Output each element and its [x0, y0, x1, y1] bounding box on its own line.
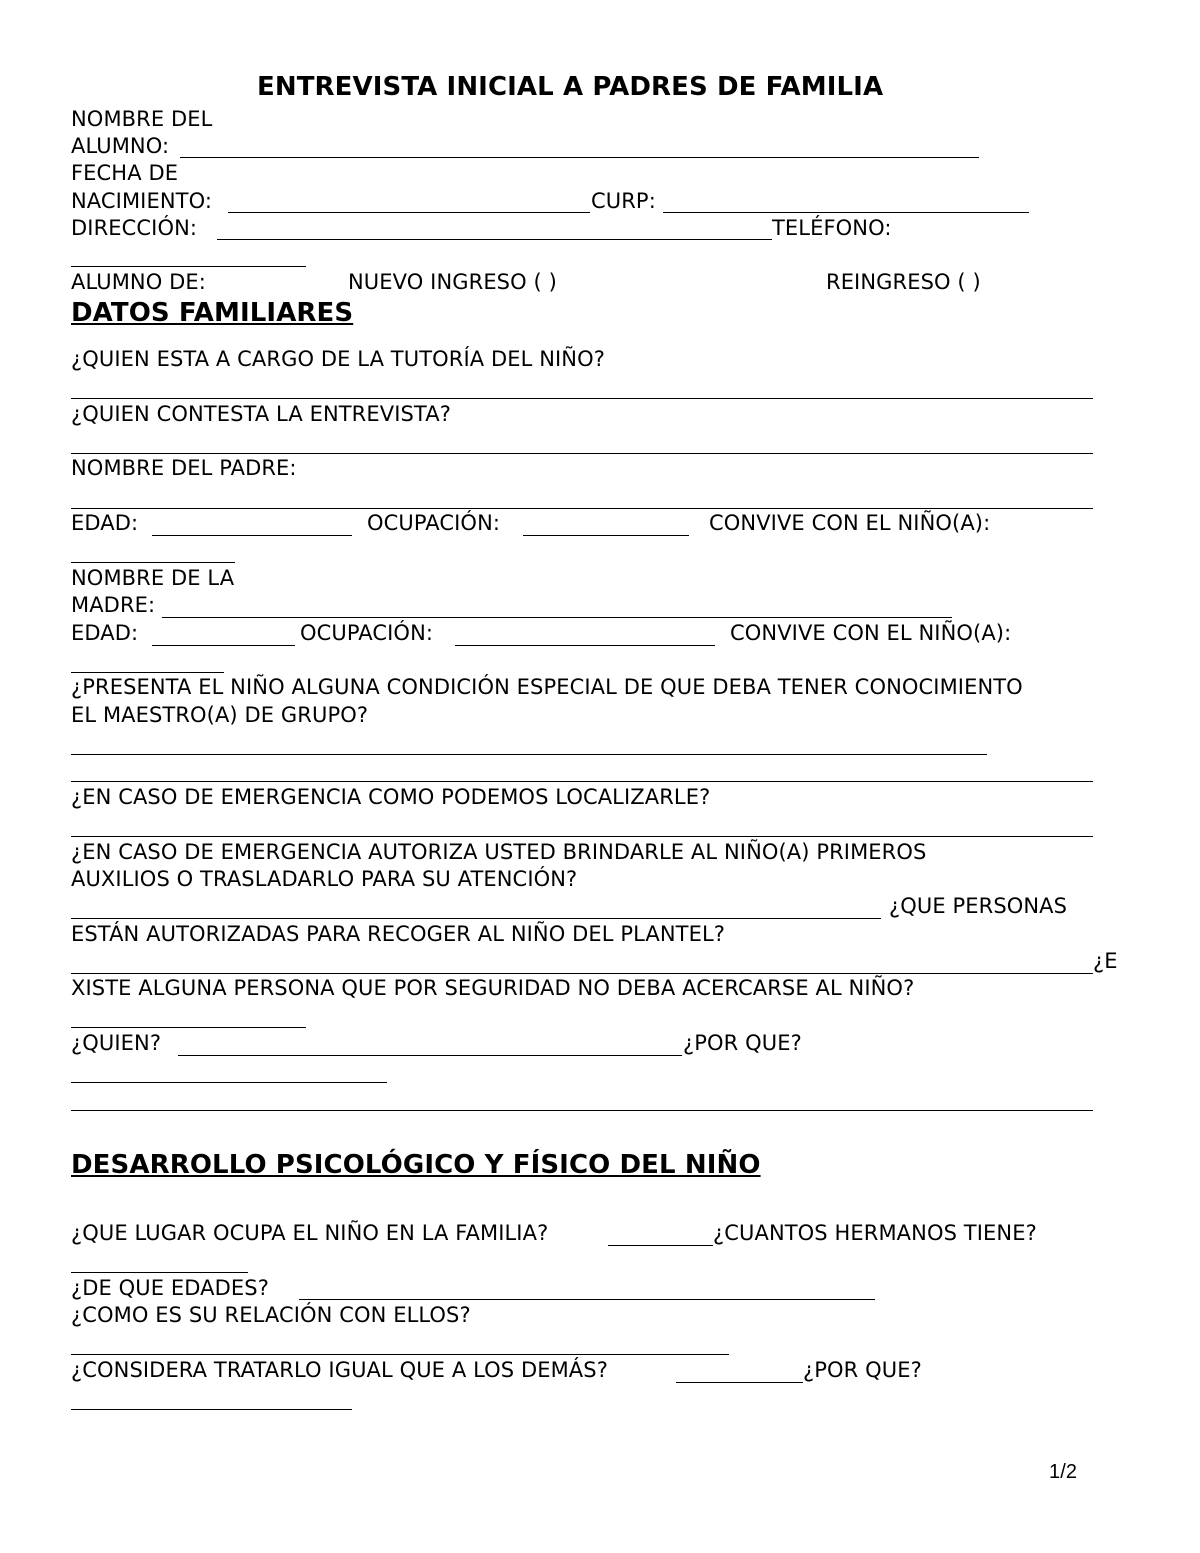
- equal-treatment-question: ¿CONSIDERA TRATARLO IGUAL QUE A LOS DEMÁS?: [71, 1358, 608, 1382]
- special-condition-answer-line2[interactable]: [71, 781, 1093, 782]
- birthdate-field[interactable]: [228, 212, 590, 213]
- father-occupation-label: OCUPACIÓN:: [367, 511, 501, 535]
- who-field[interactable]: [178, 1055, 682, 1056]
- siblings-count-field[interactable]: [71, 1272, 248, 1273]
- mother-name-label-line1: NOMBRE DE LA: [71, 566, 235, 590]
- why-field-line2[interactable]: [71, 1110, 1093, 1111]
- page-number: 1/2: [1049, 1461, 1078, 1483]
- family-position-field[interactable]: [608, 1245, 713, 1246]
- father-name-label: NOMBRE DEL PADRE:: [71, 456, 297, 480]
- address-field[interactable]: [217, 239, 772, 240]
- father-lives-with-field[interactable]: [71, 562, 235, 563]
- father-occupation-field[interactable]: [523, 535, 689, 536]
- curp-field[interactable]: [663, 212, 1029, 213]
- student-name-label-line2: ALUMNO:: [71, 134, 170, 158]
- student-name-field[interactable]: [180, 157, 979, 158]
- special-condition-question-line2: EL MAESTRO(A) DE GRUPO?: [71, 703, 369, 727]
- phone-field[interactable]: [71, 266, 306, 267]
- why-label: ¿POR QUE?: [683, 1031, 802, 1055]
- reenrollment-option[interactable]: REINGRESO ( ): [826, 270, 981, 294]
- phone-label: TELÉFONO:: [772, 216, 892, 240]
- authorized-pickup-question-end: ESTÁN AUTORIZADAS PARA RECOGER AL NIÑO DEL PLANTEL?: [71, 922, 726, 946]
- mother-occupation-label: OCUPACIÓN:: [300, 621, 434, 645]
- emergency-contact-question: ¿EN CASO DE EMERGENCIA COMO PODEMOS LOCALIZARLE?: [71, 785, 711, 809]
- mother-occupation-field[interactable]: [455, 645, 715, 646]
- address-label: DIRECCIÓN:: [71, 216, 198, 240]
- authorized-pickup-question-start: ¿QUE PERSONAS: [889, 894, 1068, 918]
- father-lives-with-label: CONVIVE CON EL NIÑO(A):: [709, 511, 991, 535]
- birthdate-label-line2: NACIMIENTO:: [71, 189, 213, 213]
- respondent-question: ¿QUIEN CONTESTA LA ENTREVISTA?: [71, 402, 451, 426]
- guardian-answer-line[interactable]: [71, 398, 1093, 399]
- why-field-line1[interactable]: [71, 1082, 387, 1083]
- mother-lives-with-label: CONVIVE CON EL NIÑO(A):: [730, 621, 1012, 645]
- authorized-pickup-answer-line[interactable]: [71, 973, 1093, 974]
- special-condition-answer-line1[interactable]: [71, 754, 987, 755]
- emergency-contact-answer-line[interactable]: [71, 836, 1093, 837]
- restricted-person-answer-line[interactable]: [71, 1027, 306, 1028]
- family-position-question: ¿QUE LUGAR OCUPA EL NIÑO EN LA FAMILIA?: [71, 1221, 549, 1245]
- guardian-question: ¿QUIEN ESTA A CARGO DE LA TUTORÍA DEL NIÑO?: [71, 347, 605, 371]
- development-heading: DESARROLLO PSICOLÓGICO Y FÍSICO DEL NIÑO: [71, 1150, 761, 1180]
- first-aid-answer-line[interactable]: [71, 918, 881, 919]
- page-title: ENTREVISTA INICIAL A PADRES DE FAMILIA: [257, 72, 884, 102]
- student-name-label-line1: NOMBRE DEL: [71, 107, 213, 131]
- restricted-person-question-start: ¿E: [1093, 949, 1118, 973]
- restricted-person-question-end: XISTE ALGUNA PERSONA QUE POR SEGURIDAD NO DEBA ACERCARSE AL NIÑO?: [71, 976, 915, 1000]
- respondent-answer-line[interactable]: [71, 453, 1093, 454]
- mother-name-field[interactable]: [162, 617, 952, 618]
- mother-lives-with-field[interactable]: [71, 672, 224, 673]
- new-enrollment-option[interactable]: NUEVO INGRESO ( ): [348, 270, 557, 294]
- family-data-heading: DATOS FAMILIARES: [71, 298, 354, 328]
- father-name-line[interactable]: [71, 508, 1093, 509]
- siblings-ages-field[interactable]: [299, 1299, 875, 1300]
- equal-treatment-why-field[interactable]: [71, 1409, 352, 1410]
- birthdate-label-line1: FECHA DE: [71, 161, 179, 185]
- mother-name-label-line2: MADRE:: [71, 593, 156, 617]
- father-age-label: EDAD:: [71, 511, 139, 535]
- equal-treatment-field[interactable]: [676, 1382, 803, 1383]
- siblings-count-question: ¿CUANTOS HERMANOS TIENE?: [713, 1221, 1037, 1245]
- who-label: ¿QUIEN?: [71, 1031, 162, 1055]
- equal-treatment-why-label: ¿POR QUE?: [803, 1358, 922, 1382]
- siblings-relationship-question: ¿COMO ES SU RELACIÓN CON ELLOS?: [71, 1303, 471, 1327]
- student-of-label: ALUMNO DE:: [71, 270, 206, 294]
- curp-label: CURP:: [591, 189, 656, 213]
- mother-age-label: EDAD:: [71, 621, 139, 645]
- first-aid-question-line1: ¿EN CASO DE EMERGENCIA AUTORIZA USTED BRINDARLE AL NIÑO(A) PRIMEROS: [71, 840, 927, 864]
- siblings-ages-question: ¿DE QUE EDADES?: [71, 1276, 269, 1300]
- siblings-relationship-answer-line[interactable]: [71, 1354, 729, 1355]
- father-age-field[interactable]: [152, 535, 352, 536]
- mother-age-field[interactable]: [152, 645, 295, 646]
- special-condition-question-line1: ¿PRESENTA EL NIÑO ALGUNA CONDICIÓN ESPECIAL DE QUE DEBA TENER CONOCIMIENTO: [71, 675, 1023, 699]
- first-aid-question-line2: AUXILIOS O TRASLADARLO PARA SU ATENCIÓN?: [71, 867, 578, 891]
